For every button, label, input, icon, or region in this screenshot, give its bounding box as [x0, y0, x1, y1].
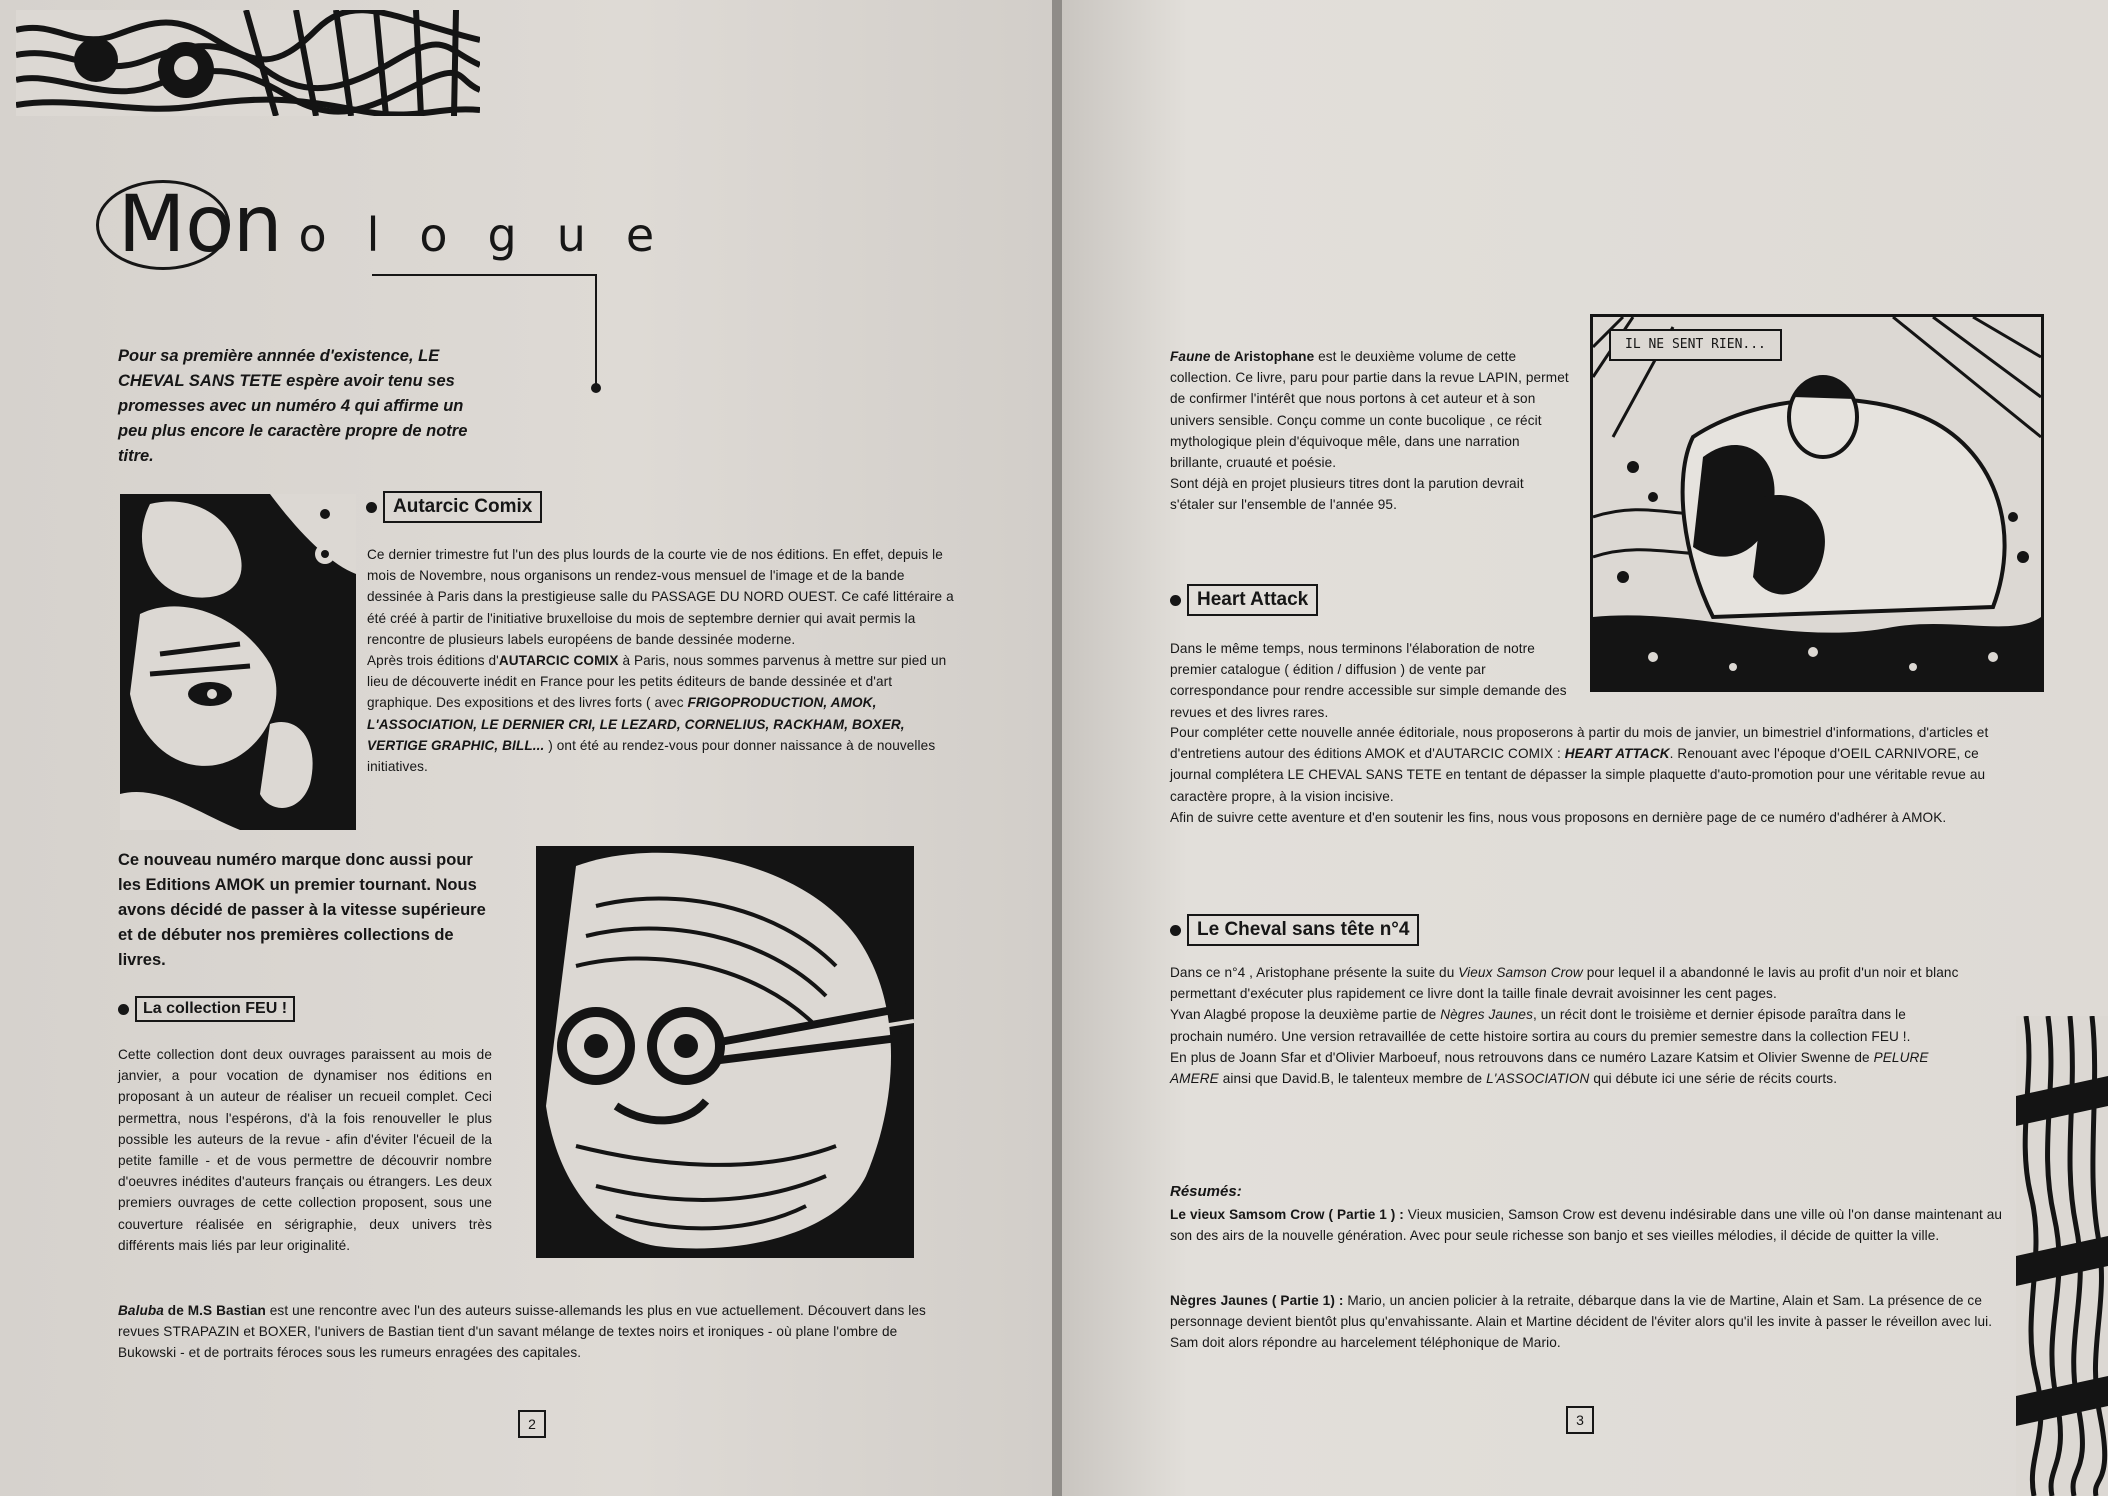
cheval-para-3: [1170, 1047, 1960, 1089]
woodcut-strip-illustration: [2016, 1016, 2108, 1496]
heading-autarcic-comix-label: Autarcic Comix: [383, 491, 542, 523]
book-gutter: [1052, 0, 1062, 1496]
page-number-right: 3: [1566, 1406, 1594, 1434]
cheval-para-1-a: Dans ce n°4 , Aristophane présente la suite du: [1170, 965, 1459, 980]
heading-cheval-sans-tete: [1170, 914, 1419, 946]
autarcic-para-2-c: à Paris, nous sommes parvenus à mettre sur pied un lieu de découverte inédit en France pour les petits éditeurs de bande dessinée et d'art graphique. Des expositions et des livres forts ( avec: [367, 653, 947, 711]
heart-para-2-a: Pour compléter cette nouvelle année éditoriale, nous proposerons à partir du mois de janvier, un bimestriel d'informations, d'articles et d'entretiens autour des éditions AMOK et d'AUTARCIC COMIX :: [1170, 725, 1989, 762]
lead-second: Ce nouveau numéro marque donc aussi pour les Editions AMOK un premier tournant. Nous avons décidé de passer à la vitesse supérieure et de débuter nos premières collections de livres.: [118, 851, 486, 969]
cheval-para-2-a: Yvan Alagbé propose la deuxième partie de: [1170, 1007, 1441, 1023]
right-page: [1062, 0, 2108, 1496]
heading-bullet: [1170, 925, 1181, 936]
intro-lead: Pour sa première annnée d'existence, LE CHEVAL SANS TETE espère avoir tenu ses promesses avec un numéro 4 qui affirme un peu plus encore le caractère propre de notre titre.: [118, 347, 468, 465]
cheval-para-3-e: qui débute ici une série de récits courts.: [1589, 1071, 1838, 1087]
cheval-para-3-association: L'ASSOCIATION: [1486, 1071, 1590, 1087]
autarcic-para-1: Ce dernier trimestre fut l'un des plus lourds de la courte vie de nos éditions. En effet, depuis le mois de Novembre, nous organisons un rendez-vous mensuel de l'image et de la bande dessinée à Paris dans la prestigieuse salle du PASSAGE DU NORD OUEST. Ce café littéraire a été créé à partir de l'initiative bruxelloise du mois de septembre dernier qui avait permis la rencontre de plusieurs labels européens de bande dessinée moderne.: [367, 547, 954, 647]
heading-heart-attack: [1170, 584, 1318, 616]
cheval-para-3-a: En plus de Joann Sfar et d'Olivier Marboeuf, nous retrouvons dans ce numéro Lazare Katsim et Olivier Swenne de: [1170, 1049, 1874, 1065]
woodcut-banner-illustration: [16, 10, 480, 116]
faune-title: Faune: [1170, 349, 1211, 364]
cheval-para-3-title: PELURE AMERE: [1170, 1049, 1929, 1087]
cheval-body: [1170, 962, 1960, 1089]
heading-collection-feu-label: La collection FEU !: [135, 996, 295, 1022]
comic-panel-sleeping-figure: [1590, 314, 2044, 692]
cheval-para-2-c: , un récit dont le troisième et dernier épisode paraîtra dans le prochain numéro. Une version retravaillée de cette histoire sortira au cours du premier semestre dans la collection FEU !.: [1170, 1007, 1911, 1044]
heading-bullet: [1170, 595, 1181, 606]
comic-panel-artwork: [1593, 317, 2041, 689]
heading-cheval-sans-tete-label: Le Cheval sans tête n°4: [1187, 914, 1419, 946]
resumes-heading: Résumés:: [1170, 1183, 1242, 1200]
faune-author: de Aristophane: [1210, 349, 1315, 364]
title-big: Mon: [118, 180, 283, 270]
faune-para-1: [1170, 346, 1570, 473]
feu-body: Cette collection dont deux ouvrages paraissent au mois de janvier, a pour vocation de dynamiser nos éditions en proposant à un auteur de réaliser un recueil complet. Ceci permettra, nous l'espérons, d'à la fois renouveller le plus possible les auteurs de la revue - afin d'éviter l'écueil de la petite famille - et de vous permettre de découvrir nombre d'oeuvres inédites d'auteurs français ou étrangers. Les deux premiers ouvrages de cette collection proposent, sous une couverture réalisée en sérigraphie, deux univers très différents mais liés par leur originalité.: [118, 1047, 492, 1253]
heart-para-3: Afin de suivre cette aventure et d'en soutenir les fins, nous vous proposons en dernière page de ce numéro d'adhérer à AMOK.: [1170, 809, 1947, 825]
heading-bullet: [118, 1004, 129, 1015]
resume-2-text: Mario, un ancien policier à la retraite, débarque dans la vie de Martine, Alain et Sam. La présence de ce personnage devient bientôt plus qu'envahissante. Alain et Martine décident de l'éviter alors qu'il les invite à passer le réveillon avec lui. Sam doit alors répondre au harcelement téléphonique de Mario.: [1170, 1293, 1993, 1351]
cheval-para-1: [1170, 962, 1960, 1004]
heart-para-2: [1170, 722, 2004, 807]
cheval-para-1-c: pour lequel il a abandonné le lavis au profit d'un noir et blanc permettant d'exécuter plus rapidement ce livre dont la taille finale devrait avoisinner les cent pages.: [1170, 965, 1959, 1002]
autarcic-body: [367, 544, 959, 777]
heading-heart-attack-label: Heart Attack: [1187, 584, 1318, 616]
baluba-title: Baluba: [118, 1303, 164, 1318]
heart-para-2-c: . Renouant avec l'époque d'OEIL CARNIVORE, ce journal complétera LE CHEVAL SANS TETE en tentant de dépasser la simple plaquette d'auto-promotion pour une véritable revue au caractère propre, à la vision incisive.: [1170, 746, 1986, 804]
heart-para-1: Dans le même temps, nous terminons l'élaboration de notre premier catalogue ( édition / diffusion ) de vente par correspondance pour rendre accessible sur simple demande des revues et des livres rares.: [1170, 641, 1567, 720]
resume-2: [1170, 1290, 2004, 1354]
baluba-paragraph: [118, 1300, 950, 1364]
resume-2-title: Nègres Jaunes ( Partie 1) :: [1170, 1293, 1344, 1308]
bald-man-glasses-illustration: [536, 846, 914, 1258]
heart-body: [1170, 722, 2004, 828]
faune-text: est le deuxième volume de cette collection. Ce livre, paru pour partie dans la revue LAPIN, permet de confirmer l'intérêt que nous portons à cet auteur et à son univers sensible. Conçu comme un conte bucolique , ce récit mythologique plein d'équivoque mêle, dans une narration brillante, cruauté et poésie.: [1170, 349, 1569, 471]
cheval-para-1-title: Vieux Samson Crow: [1458, 965, 1583, 980]
woman-portrait-illustration: [120, 494, 356, 830]
autarcic-para-2: [367, 650, 959, 777]
autarcic-para-2-e: ) ont été au rendez-vous pour donner naissance à de nouvelles initiatives.: [367, 737, 936, 775]
resume-1-text: Vieux musicien, Samson Crow est devenu indésirable dans une ville où l'on danse maintenant au son des airs de la nouvelle génération. Avec pour seule richesse son banjo et ses vieilles mélodies, il décide de quitter la ville.: [1170, 1207, 2003, 1244]
resume-1: [1170, 1204, 2004, 1246]
cheval-para-2-title: Nègres Jaunes: [1440, 1007, 1533, 1023]
resume-1-title: Le vieux Samsom Crow ( Partie 1 ) :: [1170, 1207, 1404, 1222]
title-rest: ologue: [298, 208, 695, 262]
heart-attack-title: HEART ATTACK: [1564, 746, 1670, 762]
page-number-left: 2: [518, 1410, 546, 1438]
faune-para-2: Sont déjà en projet plusieurs titres dont la parution devrait s'étaler sur l'ensemble de l'année 95.: [1170, 476, 1524, 513]
left-page: [0, 0, 1052, 1496]
heading-collection-feu: [118, 996, 295, 1022]
baluba-text: est une rencontre avec l'un des auteurs suisse-allemands les plus en vue actuellement. Découvert dans les revues STRAPAZIN et BOXER, l'univers de Bastian tient d'un savant mélange de textes noirs et ironiques - où plane l'ombre de Bukowski - et de portraits féroces sous les rumeurs enragées des capitales.: [118, 1303, 926, 1361]
comic-caption: IL NE SENT RIEN...: [1609, 329, 1782, 361]
heading-bullet: [366, 502, 377, 513]
heading-autarcic-comix: [366, 491, 542, 523]
autarcic-publishers-list: FRIGOPRODUCTION, AMOK, L'ASSOCIATION, LE DERNIER CRI, LE LEZARD, CORNELIUS, RACKHAM, BOXER, VERTIGE GRAPHIC, BILL...: [367, 695, 905, 753]
cheval-para-2: [1170, 1004, 1960, 1046]
cheval-para-3-c: ainsi que David.B, le talenteux membre de: [1218, 1071, 1487, 1087]
autarcic-para-2-a: Après trois éditions d': [367, 653, 499, 669]
faune-paragraph: [1170, 346, 1570, 516]
baluba-author: de M.S Bastian: [163, 1303, 266, 1318]
autarcic-para-2-b: AUTARCIC COMIX: [498, 653, 619, 669]
